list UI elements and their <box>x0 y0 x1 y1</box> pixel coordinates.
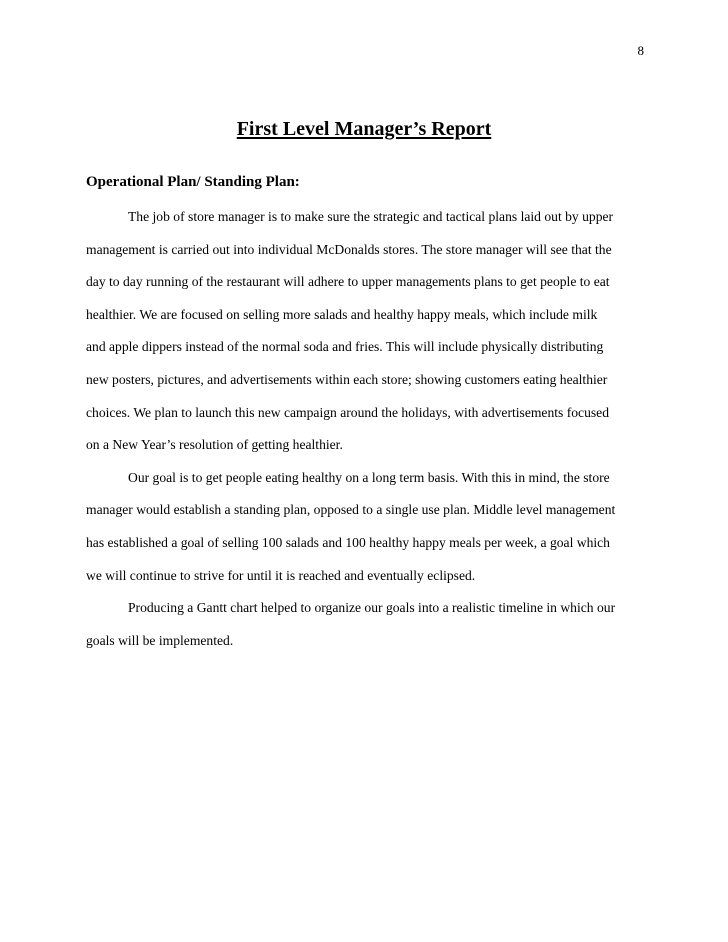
paragraph-gantt-chart <box>86 592 646 657</box>
section-heading: Operational Plan/ Standing Plan: <box>86 174 300 190</box>
paragraph-line: and apple dippers instead of the normal soda and fries. This will include physically distributing <box>86 339 604 355</box>
paragraph-line: manager would establish a standing plan, opposed to a single use plan. Middle level management <box>86 502 616 518</box>
paragraph-line: healthier. We are focused on selling more salads and healthy happy meals, which include milk <box>86 306 598 322</box>
paragraph-line: The job of store manager is to make sure the strategic and tactical plans laid out by upper <box>128 209 614 224</box>
paragraph-standing-plan-goal <box>86 462 646 592</box>
paragraph-line: management is carried out into individual McDonalds stores. The store manager will see that the <box>86 241 612 257</box>
paragraph-line: on a New Year’s resolution of getting healthier. <box>86 437 343 453</box>
paragraph-line: day to day running of the restaurant will adhere to upper managements plans to get people to eat <box>86 274 610 290</box>
report-title <box>0 116 728 142</box>
paragraph-line: Producing a Gantt chart helped to organize our goals into a realistic timeline in which our <box>128 600 616 616</box>
paragraph-line: choices. We plan to launch this new campaign around the holidays, with advertisements focused <box>86 404 610 420</box>
paragraph-line: has established a goal of selling 100 salads and 100 healthy happy meals per week, a goal which <box>86 534 610 550</box>
paragraph-line: new posters, pictures, and advertisements within each store; showing customers eating healthier <box>86 371 608 387</box>
paragraph-line: we will continue to strive for until it is reached and eventually eclipsed. <box>86 567 476 583</box>
report-title-text: First Level Manager’s Report <box>236 118 492 140</box>
paragraph-line: goals will be implemented. <box>86 632 234 648</box>
paragraph-store-manager-role <box>86 201 646 462</box>
paragraph-line: Our goal is to get people eating healthy on a long term basis. With this in mind, the store <box>128 469 610 485</box>
report-body <box>86 201 646 657</box>
page-number: 8 <box>637 43 644 58</box>
